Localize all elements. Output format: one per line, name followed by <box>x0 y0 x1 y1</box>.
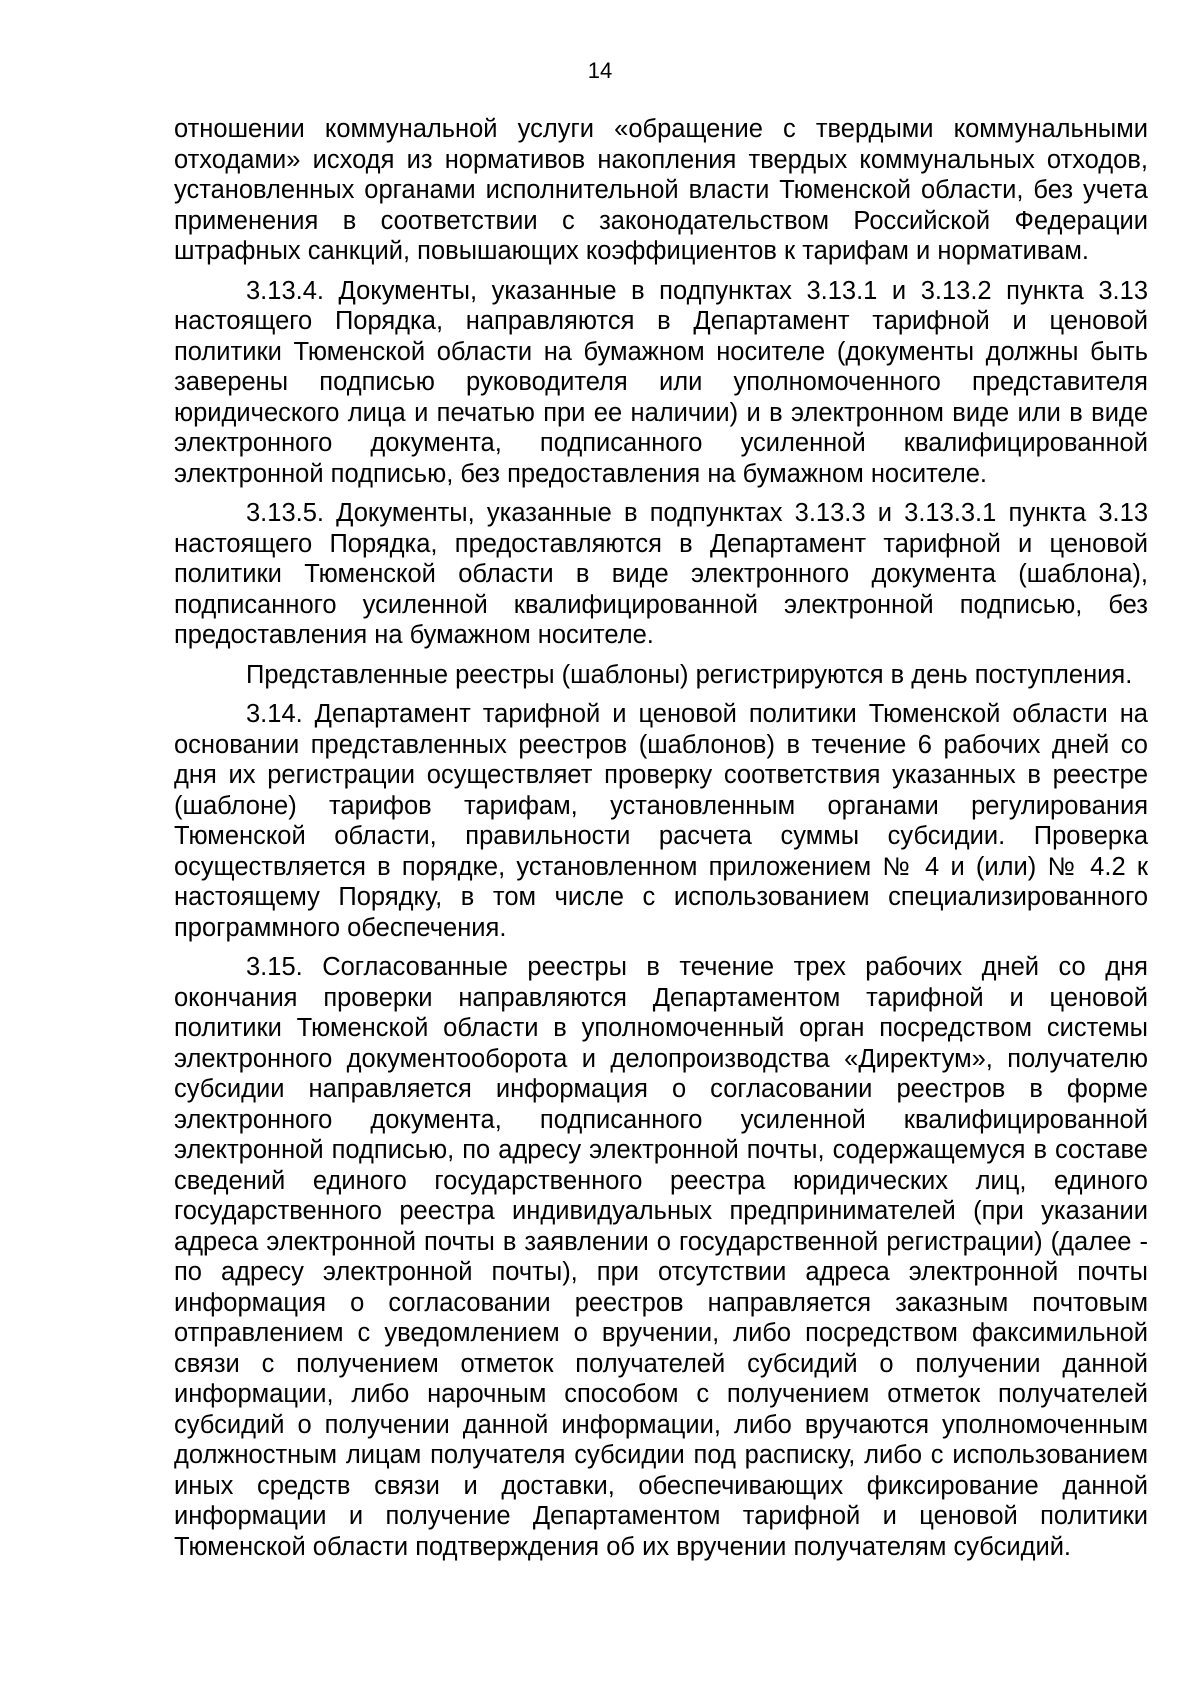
paragraph-3-13-5: 3.13.5. Документы, указанные в подпунктах 3.13.3 и 3.13.3.1 пункта 3.13 настоящего Порядка, предоставляются в Департамент тарифной и ценовой политики Тюменской области в виде электронного документа (шаблона), подписанного усиленной квалифицированной электронной подписью, без предоставления на бумажном носителе. <box>174 499 1148 649</box>
paragraph-3-15: 3.15. Согласованные реестры в течение трех рабочих дней со дня окончания проверки направляются Департаментом тарифной и ценовой политики Тюменской области в уполномоченный орган посредством системы электронного документооборота и делопроизводства «Директум», получателю субсидии направляется информация о согласовании реестров в форме электронного документа, подписанного усиленной квалифицированной электронной подписью, по адресу электронной почты, содержащемуся в составе сведений единого государственного реестра юридических лиц, единого государственного реестра индивидуальных предпринимателей (при указании адреса электронной почты в заявлении о государственной регистрации) (далее - по адресу электронной почты), при отсутствии адреса электронной почты информация о согласовании реестров направляется заказным почтовым отправлением с уведомлением о вручении, либо посредством факсимильной связи с получением отметок получателей субсидий о получении данной информации, либо нарочным способом с получением отметок получателей субсидий о получении данной информации, либо вручаются уполномоченным должностным лицам получателя субсидии под расписку, либо с использованием иных средств связи и доставки, обеспечивающих фиксирование данной информации и получение Департаментом тарифной и ценовой политики Тюменской области подтверждения об их вручении получателям субсидий. <box>174 953 1148 1561</box>
document-body <box>174 114 1148 1571</box>
paragraph-3-13-4: 3.13.4. Документы, указанные в подпунктах 3.13.1 и 3.13.2 пункта 3.13 настоящего Порядка, направляются в Департамент тарифной и ценовой политики Тюменской области на бумажном носителе (документы должны быть заверены подписью руководителя или уполномоченного представителя юридического лица и печатью при ее наличии) и в электронном виде или в виде электронного документа, подписанного усиленной квалифицированной электронной подписью, без предоставления на бумажном носителе. <box>174 276 1148 488</box>
page-number: 14 <box>587 58 613 83</box>
paragraph-registries-registration: Представленные реестры (шаблоны) регистрируются в день поступления. <box>246 660 1133 689</box>
paragraph-continuation: отношении коммунальной услуги «обращение с твердыми коммунальными отходами» исходя из нормативов накопления твердых коммунальных отходов, установленных органами исполнительной власти Тюменской области, без учета применения в соответствии с законодательством Российской Федерации штрафных санкций, повышающих коэффициентов к тарифам и нормативам. <box>174 115 1148 265</box>
paragraph-3-14: 3.14. Департамент тарифной и ценовой политики Тюменской области на основании представленных реестров (шаблонов) в течение 6 рабочих дней со дня их регистрации осуществляет проверку соответствия указанных в реестре (шаблоне) тарифов тарифам, установленным органами регулирования Тюменской области, правильности расчета суммы субсидии. Проверка осуществляется в порядке, установленном приложением № 4 и (или) № 4.2 к настоящему Порядку, в том числе с использованием специализированного программного обеспечения. <box>174 700 1148 942</box>
